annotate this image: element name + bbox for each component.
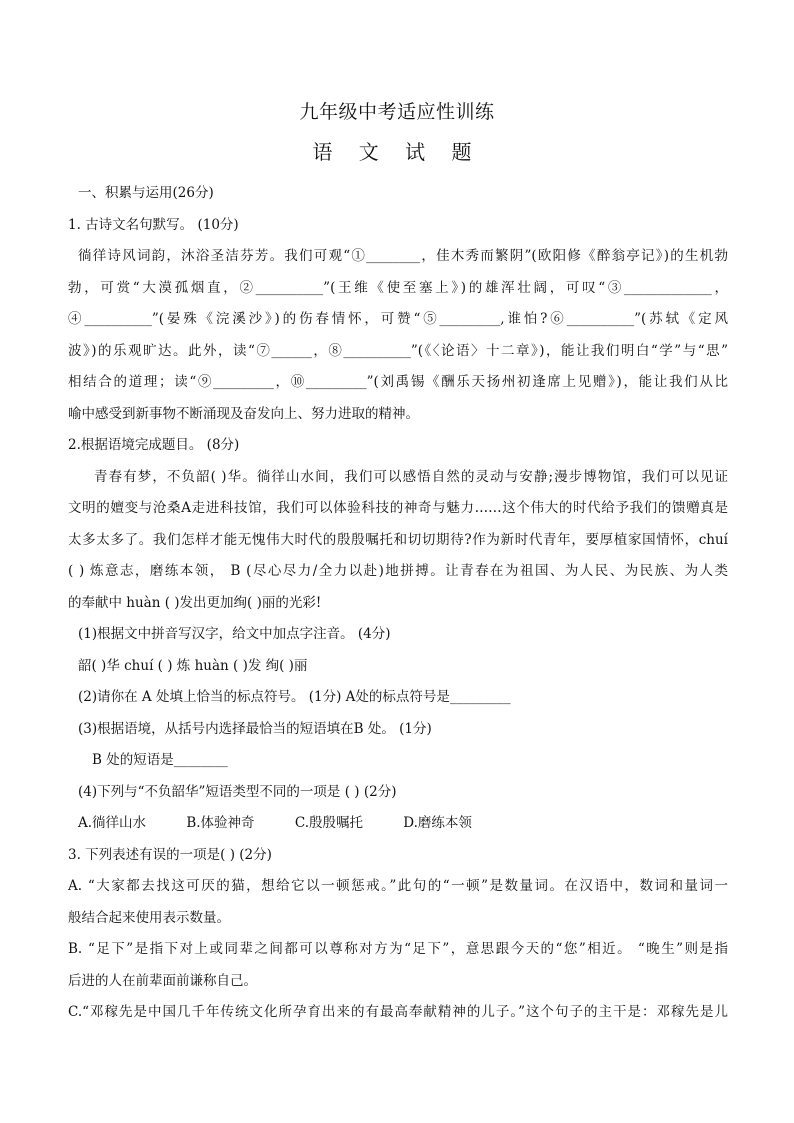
question-1-heading: 1. 古诗文名句默写。 (10分): [68, 216, 239, 233]
exam-title: 九年级中考适应性训练: [299, 101, 495, 123]
option-a: A.徜徉山水: [78, 815, 147, 831]
document-body: [68, 178, 728, 1029]
question-3-option-line: 般结合起来使用表示数量。: [68, 909, 230, 926]
question-1-text-line: 勃，可赏“大漠孤烟直，②__________”(王维《使至塞上》)的雄浑壮阔，可叹“③_____________，: [68, 279, 728, 296]
option-c: C.殷殷嘱托: [294, 815, 363, 831]
question-2-passage-line: 的奉献中 huàn ( )发出更加绚( )丽的光彩!: [68, 594, 322, 611]
question-2-heading: 2.根据语境完成题目。 (8分): [68, 437, 240, 453]
question-1-text-line: ④__________”(晏殊《浣溪沙》)的伤春情怀，可赞“⑤_________,谁怕?⑥__________”(苏轼《定风: [68, 311, 728, 327]
sub-question-3: (3)根据语境，从括号内选择最恰当的短语填在B 处。 (1分): [78, 720, 432, 737]
sub-question-4: (4)下列与“不负韶华”短语类型不同的一项是 ( ) (2分): [78, 783, 397, 800]
question-3-option-line: A. “大家都去找这可厌的猫，想给它以一顿惩戒。”此句的“一顿”是数量词。在汉语中，数词和量词一: [68, 878, 728, 894]
sub-question-2: (2)请你在 A 处填上恰当的标点符号。 (1分) A处的标点符号是_________: [78, 689, 511, 705]
question-1-text-line: 相结合的道理；读“⑨_________，⑩_________”(刘禹锡《酬乐天扬州初逢席上见赠》)，能让我们从比: [68, 374, 728, 390]
sub-question-4-options: [68, 808, 728, 840]
sub-question-3-answer: B 处的短语是________: [92, 752, 228, 768]
question-2-passage-line: 太多太多了。我们怎样才能无愧伟大时代的殷殷嘱托和切切期待?作为新时代青年，要厚植家国情怀，chuí: [68, 531, 728, 548]
option-b: B.体验神奇: [186, 815, 255, 831]
question-3-option-line: C.“邓稼先是中国几千年传统文化所孕育出来的有最高奉献精神的儿子。”这个句子的主干是：邓稼先是儿: [68, 1004, 728, 1020]
exam-subtitle: 语 文 试 题: [312, 140, 482, 164]
question-3-option-line: B. “足下”是指下对上或同辈之间都可以尊称对方为“足下”，意思跟今天的“您”相近。 “晚生”则是指: [68, 941, 728, 957]
question-1-text-line: 波》)的乐观旷达。此外，读“⑦______，⑧__________”(《〈论语〉十二章》)，能让我们明白“学”与“思”: [68, 342, 728, 359]
question-3-heading: 3. 下列表述有误的一项是( ) (2分): [68, 846, 272, 863]
option-d: D.磨练本领: [403, 815, 472, 831]
question-3-option-line: 后进的人在前辈面前谦称自己。: [68, 972, 257, 989]
question-2-passage-line: 文明的嬗变与沧桑A走进科技馆，我们可以体验科技的神奇与魅力……这个伟大的时代给予我们的馈赠真是: [68, 500, 728, 516]
question-1-text-line: 喻中感受到新事物不断涌现及奋发向上、努力进取的精神。: [68, 405, 419, 422]
question-1-text-line: 徜徉诗风词韵，沐浴圣洁芬芳。我们可观“①________，佳木秀而繁阴”(欧阳修《醉翁亭记》)的生机勃: [78, 248, 728, 264]
question-2-passage-line: 青春有梦，不负韶( )华。徜徉山水间，我们可以感悟自然的灵动与安静;漫步博物馆，我们可以见证: [94, 468, 728, 485]
sub-question-1-items: 韶( )华 chuí ( ) 炼 huàn ( )发 绚( )丽: [78, 657, 308, 674]
question-2-passage-line: ( ) 炼意志，磨练本领， B (尽心尽力/全力以赴)地拼搏。让青春在为祖国、为人民、为民族、为人类: [68, 563, 728, 579]
sub-question-1: (1)根据文中拼音写汉字，给文中加点字注音。 (4分): [78, 626, 391, 642]
section-heading: 一、积累与运用(26分): [78, 185, 214, 201]
